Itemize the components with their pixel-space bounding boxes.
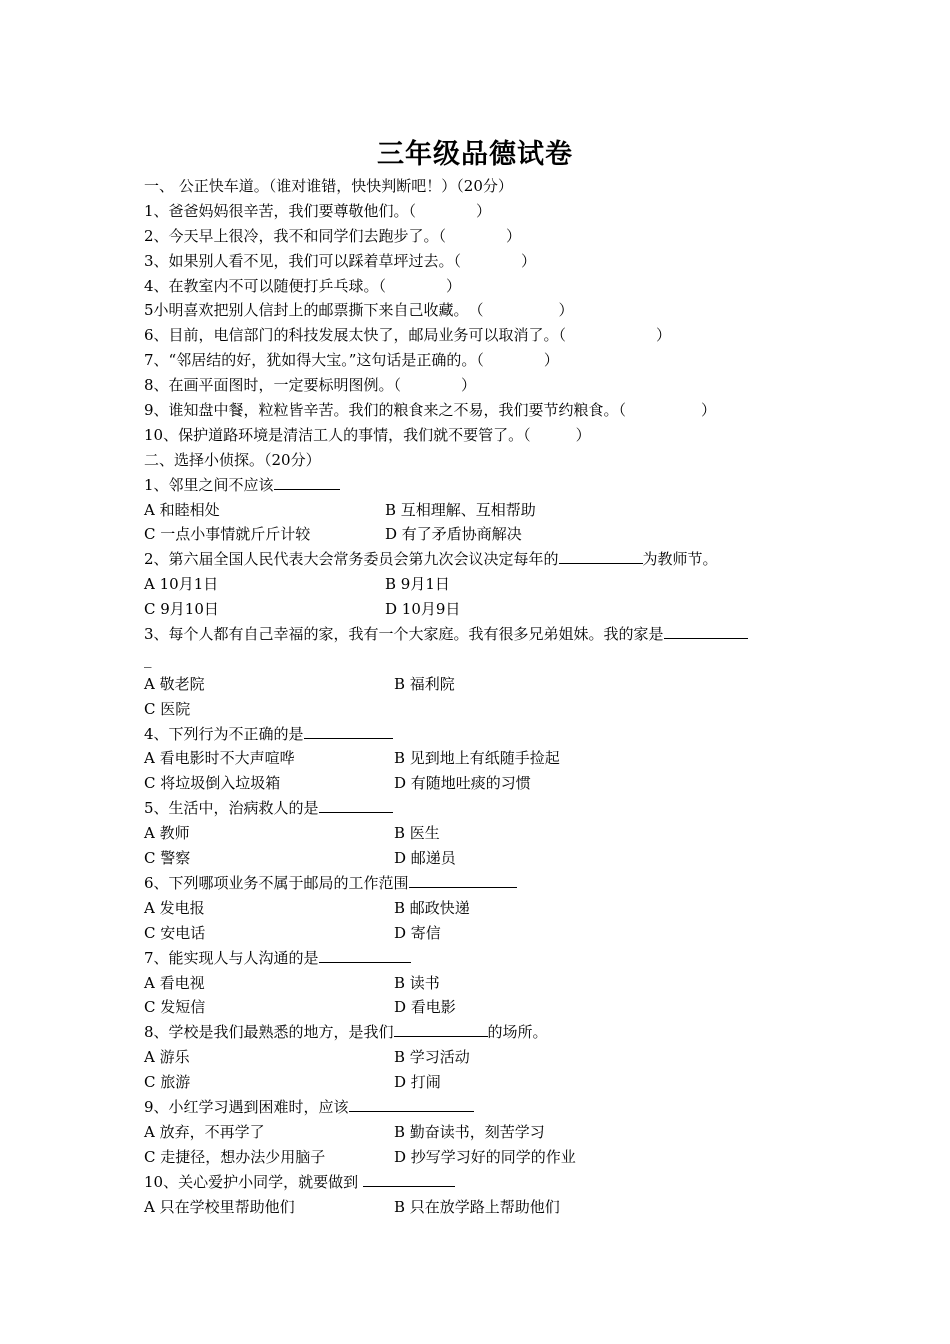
question-stem: [144, 946, 824, 971]
judgement-item: 6、目前，电信部门的科技发展太快了，邮局业务可以取消了。（ ）: [144, 326, 672, 345]
question-stem: [144, 1170, 824, 1195]
question-stem: [144, 547, 824, 572]
option-d: D 有随地吐痰的习惯: [394, 774, 531, 793]
option-row: [144, 1145, 824, 1170]
option-d: D 抄写学习好的同学的作业: [394, 1147, 576, 1166]
option-row: [144, 1045, 824, 1070]
question-text: 9、小红学习遇到困难时，应该: [144, 1097, 349, 1116]
option-c: C 将垃圾倒入垃圾箱: [144, 774, 281, 793]
question-stem: [144, 622, 824, 647]
judgement-item: 4、在教室内不可以随便打乒乓球。（ ）: [144, 276, 462, 295]
question-text: 3、每个人都有自己幸福的家，我有一个大家庭。我有很多兄弟姐妹。我的家是: [144, 625, 664, 644]
option-c: C 发短信: [144, 998, 206, 1017]
option-a: A 和睦相处: [144, 500, 220, 519]
option-row: [144, 821, 824, 846]
option-a: A 敬老院: [144, 674, 205, 693]
option-row: [144, 1070, 824, 1095]
question-text-after: 为教师节。: [642, 550, 718, 569]
judgement-item: 7、“邻居结的好，犹如得大宝。”这句话是正确的。（ ）: [144, 351, 559, 370]
option-b: B 互相理解、互相帮助: [385, 500, 536, 519]
question-text: 6、下列哪项业务不属于邮局的工作范围: [144, 873, 409, 892]
question-stem-continued: _: [144, 649, 152, 668]
judgement-item: 3、如果别人看不见，我们可以踩着草坪过去。（ ）: [144, 251, 537, 270]
option-a: A 发电报: [144, 898, 205, 917]
option-b: B 医生: [394, 824, 440, 843]
question-stem: [144, 722, 824, 747]
judgement-item: 1、爸爸妈妈很辛苦，我们要尊敬他们。（ ）: [144, 201, 492, 220]
option-row: [144, 697, 824, 722]
question-text: 1、邻里之间不应该: [144, 475, 274, 494]
option-row: [144, 522, 824, 547]
option-row: [144, 1195, 824, 1220]
option-b: B 见到地上有纸随手捡起: [394, 749, 560, 768]
option-row: [144, 846, 824, 871]
answer-blank: [409, 871, 517, 888]
option-a: A 10月1日: [144, 575, 219, 594]
option-c: C 安电话: [144, 923, 206, 942]
answer-blank: [559, 547, 643, 564]
option-a: A 教师: [144, 824, 190, 843]
option-b: B 只在放学路上帮助他们: [394, 1197, 560, 1216]
option-c: C 医院: [144, 699, 191, 718]
option-c: C 走捷径，想办法少用脑子: [144, 1147, 326, 1166]
option-c: C 警察: [144, 849, 191, 868]
question-text: 8、学校是我们最熟悉的地方，是我们: [144, 1023, 394, 1042]
question-text: 10、关心爱护小同学，就要做到: [144, 1172, 363, 1191]
option-a: A 看电影时不大声喧哗: [144, 749, 295, 768]
question-stem: [144, 871, 824, 896]
option-b: B 9月1日: [385, 575, 450, 594]
option-row: [144, 896, 824, 921]
option-b: B 学习活动: [394, 1048, 470, 1067]
judgement-item: 9、谁知盘中餐，粒粒皆辛苦。我们的粮食来之不易，我们要节约粮食。（ ）: [144, 401, 717, 420]
exam-content: [144, 174, 824, 1219]
option-row: [144, 572, 824, 597]
option-row: [144, 1120, 824, 1145]
option-row: [144, 771, 824, 796]
option-d: D 寄信: [394, 923, 441, 942]
option-b: B 勤奋读书，刻苦学习: [394, 1122, 545, 1141]
question-stem: [144, 1095, 824, 1120]
option-row: [144, 995, 824, 1020]
answer-blank: [349, 1095, 474, 1112]
answer-blank: [394, 1020, 488, 1037]
answer-blank: [319, 796, 393, 813]
option-a: A 放弃，不再学了: [144, 1122, 265, 1141]
question-text: 4、下列行为不正确的是: [144, 724, 304, 743]
question-stem: [144, 796, 824, 821]
answer-blank: [319, 946, 411, 963]
answer-blank: [664, 622, 748, 639]
option-b: B 邮政快递: [394, 898, 470, 917]
section1-heading: 一、 公正快车道。（谁对谁错，快快判断吧！）（20分）: [144, 177, 513, 195]
option-a: A 看电视: [144, 973, 205, 992]
option-row: [144, 672, 824, 697]
judgement-item: 2、今天早上很冷，我不和同学们去跑步了。（ ）: [144, 226, 522, 245]
answer-blank: [304, 722, 393, 739]
option-a: A 游乐: [144, 1048, 190, 1067]
option-b: B 读书: [394, 973, 440, 992]
option-d: D 10月9日: [385, 600, 461, 619]
option-a: A 只在学校里帮助他们: [144, 1197, 295, 1216]
option-row: [144, 971, 824, 996]
option-d: D 有了矛盾协商解决: [385, 525, 522, 544]
option-d: D 邮递员: [394, 849, 456, 868]
option-row: [144, 746, 824, 771]
option-d: D 打闹: [394, 1073, 441, 1092]
option-b: B 福利院: [394, 674, 455, 693]
option-c: C 旅游: [144, 1073, 191, 1092]
option-c: C 9月10日: [144, 600, 219, 619]
section2-heading: 二、选择小侦探。（20分）: [144, 450, 321, 469]
answer-blank: [274, 473, 340, 490]
judgement-item: 8、在画平面图时，一定要标明图例。（ ）: [144, 376, 477, 395]
answer-blank: [363, 1170, 455, 1187]
page-title: 三年级品德试卷: [377, 139, 573, 170]
option-c: C 一点小事情就斤斤计较: [144, 525, 311, 544]
question-stem: [144, 473, 824, 498]
question-stem: [144, 1020, 824, 1045]
question-text: 5、生活中，治病救人的是: [144, 799, 319, 818]
option-row: [144, 597, 824, 622]
option-row: [144, 498, 824, 523]
option-row: [144, 921, 824, 946]
question-text: 7、能实现人与人沟通的是: [144, 948, 319, 967]
option-d: D 看电影: [394, 998, 456, 1017]
judgement-item: 5小明喜欢把别人信封上的邮票撕下来自己收藏。 （ ）: [144, 301, 574, 320]
question-text: 2、第六届全国人民代表大会常务委员会第九次会议决定每年的: [144, 550, 559, 569]
question-text-after: 的场所。: [487, 1023, 548, 1042]
judgement-item: 10、保护道路环境是清洁工人的事情，我们就不要管了。（ ）: [144, 425, 591, 444]
